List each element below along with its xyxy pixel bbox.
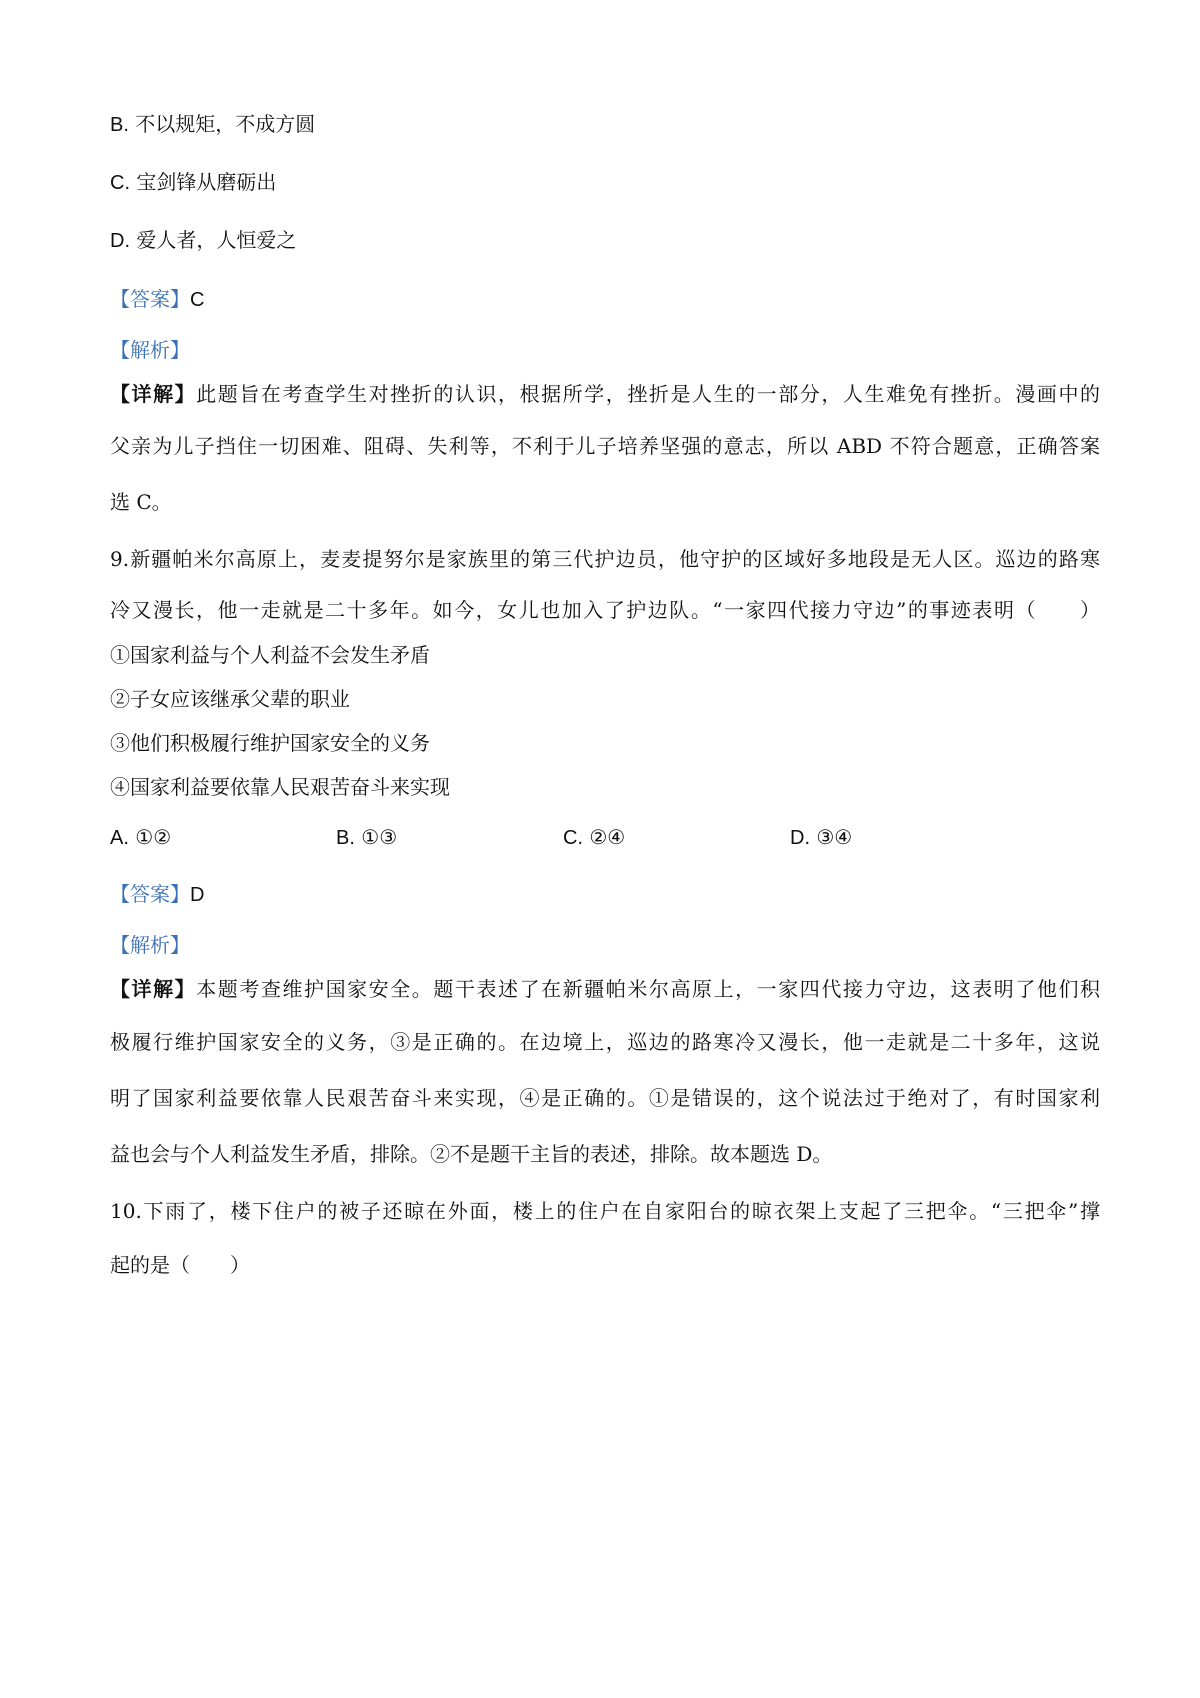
- q10-stem-line: 10.下雨了，楼下住户的被子还晾在外面，楼上的住户在自家阳台的晾衣架上支起了三把伞。“三把伞”撑: [110, 1199, 1100, 1223]
- q9-statement: ①国家利益与个人利益不会发生矛盾: [110, 643, 430, 667]
- option-text: ②④: [589, 825, 626, 849]
- q8-analysis-tag: 【解析】: [110, 338, 190, 362]
- answer-value: C: [190, 289, 205, 311]
- option-letter: B.: [110, 114, 129, 136]
- q8-detail-line: 选 C。: [110, 490, 172, 514]
- q10-stem-line: 起的是（ ）: [110, 1253, 250, 1277]
- q9-statement: ④国家利益要依靠人民艰苦奋斗来实现: [110, 775, 450, 799]
- option-letter: D.: [790, 827, 810, 849]
- q9-stem-line: 冷又漫长，他一走就是二十多年。如今，女儿也加入了护边队。“一家四代接力守边”的事迹表明（ ）: [110, 598, 1100, 622]
- option-letter: D.: [110, 230, 130, 252]
- q9-option-d: [790, 823, 852, 852]
- q8-detail-line: 父亲为儿子挡住一切困难、阻碍、失利等，不利于儿子培养坚强的意志，所以 ABD 不符合题意，正确答案: [110, 434, 1100, 458]
- answer-value: D: [190, 884, 205, 906]
- option-text: 不以规矩，不成方圆: [135, 112, 316, 136]
- q9-detail-line: 益也会与个人利益发生矛盾，排除。②不是题干主旨的表述，排除。故本题选 D。: [110, 1142, 833, 1166]
- q8-detail-line: [110, 380, 1100, 408]
- q8-option-d: [110, 226, 296, 255]
- option-text: ③④: [816, 825, 853, 849]
- detail-tag: 【详解】: [110, 977, 197, 1001]
- option-letter: B.: [336, 827, 355, 849]
- detail-tag: 【详解】: [110, 382, 197, 406]
- q9-statement: ②子女应该继承父辈的职业: [110, 687, 350, 711]
- option-letter: A.: [110, 827, 129, 849]
- q9-options: [110, 823, 1100, 851]
- option-text: 爱人者，人恒爱之: [136, 228, 297, 252]
- detail-text: 此题旨在考查学生对挫折的认识，根据所学，挫折是人生的一部分，人生难免有挫折。漫画中的: [196, 382, 1101, 406]
- option-text: ①③: [361, 825, 398, 849]
- q9-analysis-tag: 【解析】: [110, 933, 190, 957]
- q9-statement: ③他们积极履行维护国家安全的义务: [110, 731, 430, 755]
- option-text: ①②: [135, 825, 172, 849]
- q9-stem-line: 9.新疆帕米尔高原上，麦麦提努尔是家族里的第三代护边员，他守护的区域好多地段是无人区。巡边的路寒: [110, 547, 1100, 571]
- answer-tag: 【答案】: [110, 287, 190, 311]
- q9-option-b: [336, 823, 397, 852]
- answer-tag: 【答案】: [110, 882, 190, 906]
- q8-option-c: [110, 168, 276, 197]
- q9-detail-line: 明了国家利益要依靠人民艰苦奋斗来实现，④是正确的。①是错误的，这个说法过于绝对了，有时国家利: [110, 1086, 1100, 1110]
- q9-answer: [110, 880, 204, 909]
- q9-detail-line: 极履行维护国家安全的义务，③是正确的。在边境上，巡边的路寒冷又漫长，他一走就是二十多年，这说: [110, 1030, 1100, 1054]
- q9-option-a: [110, 823, 171, 852]
- detail-text: 本题考查维护国家安全。题干表述了在新疆帕米尔高原上，一家四代接力守边，这表明了他们积: [196, 977, 1101, 1001]
- q8-option-b: [110, 110, 315, 139]
- q9-option-c: [563, 823, 625, 852]
- option-text: 宝剑锋从磨砺出: [136, 170, 277, 194]
- option-letter: C.: [563, 827, 583, 849]
- q8-answer: [110, 285, 204, 314]
- option-letter: C.: [110, 172, 130, 194]
- q9-detail-line: [110, 975, 1100, 1003]
